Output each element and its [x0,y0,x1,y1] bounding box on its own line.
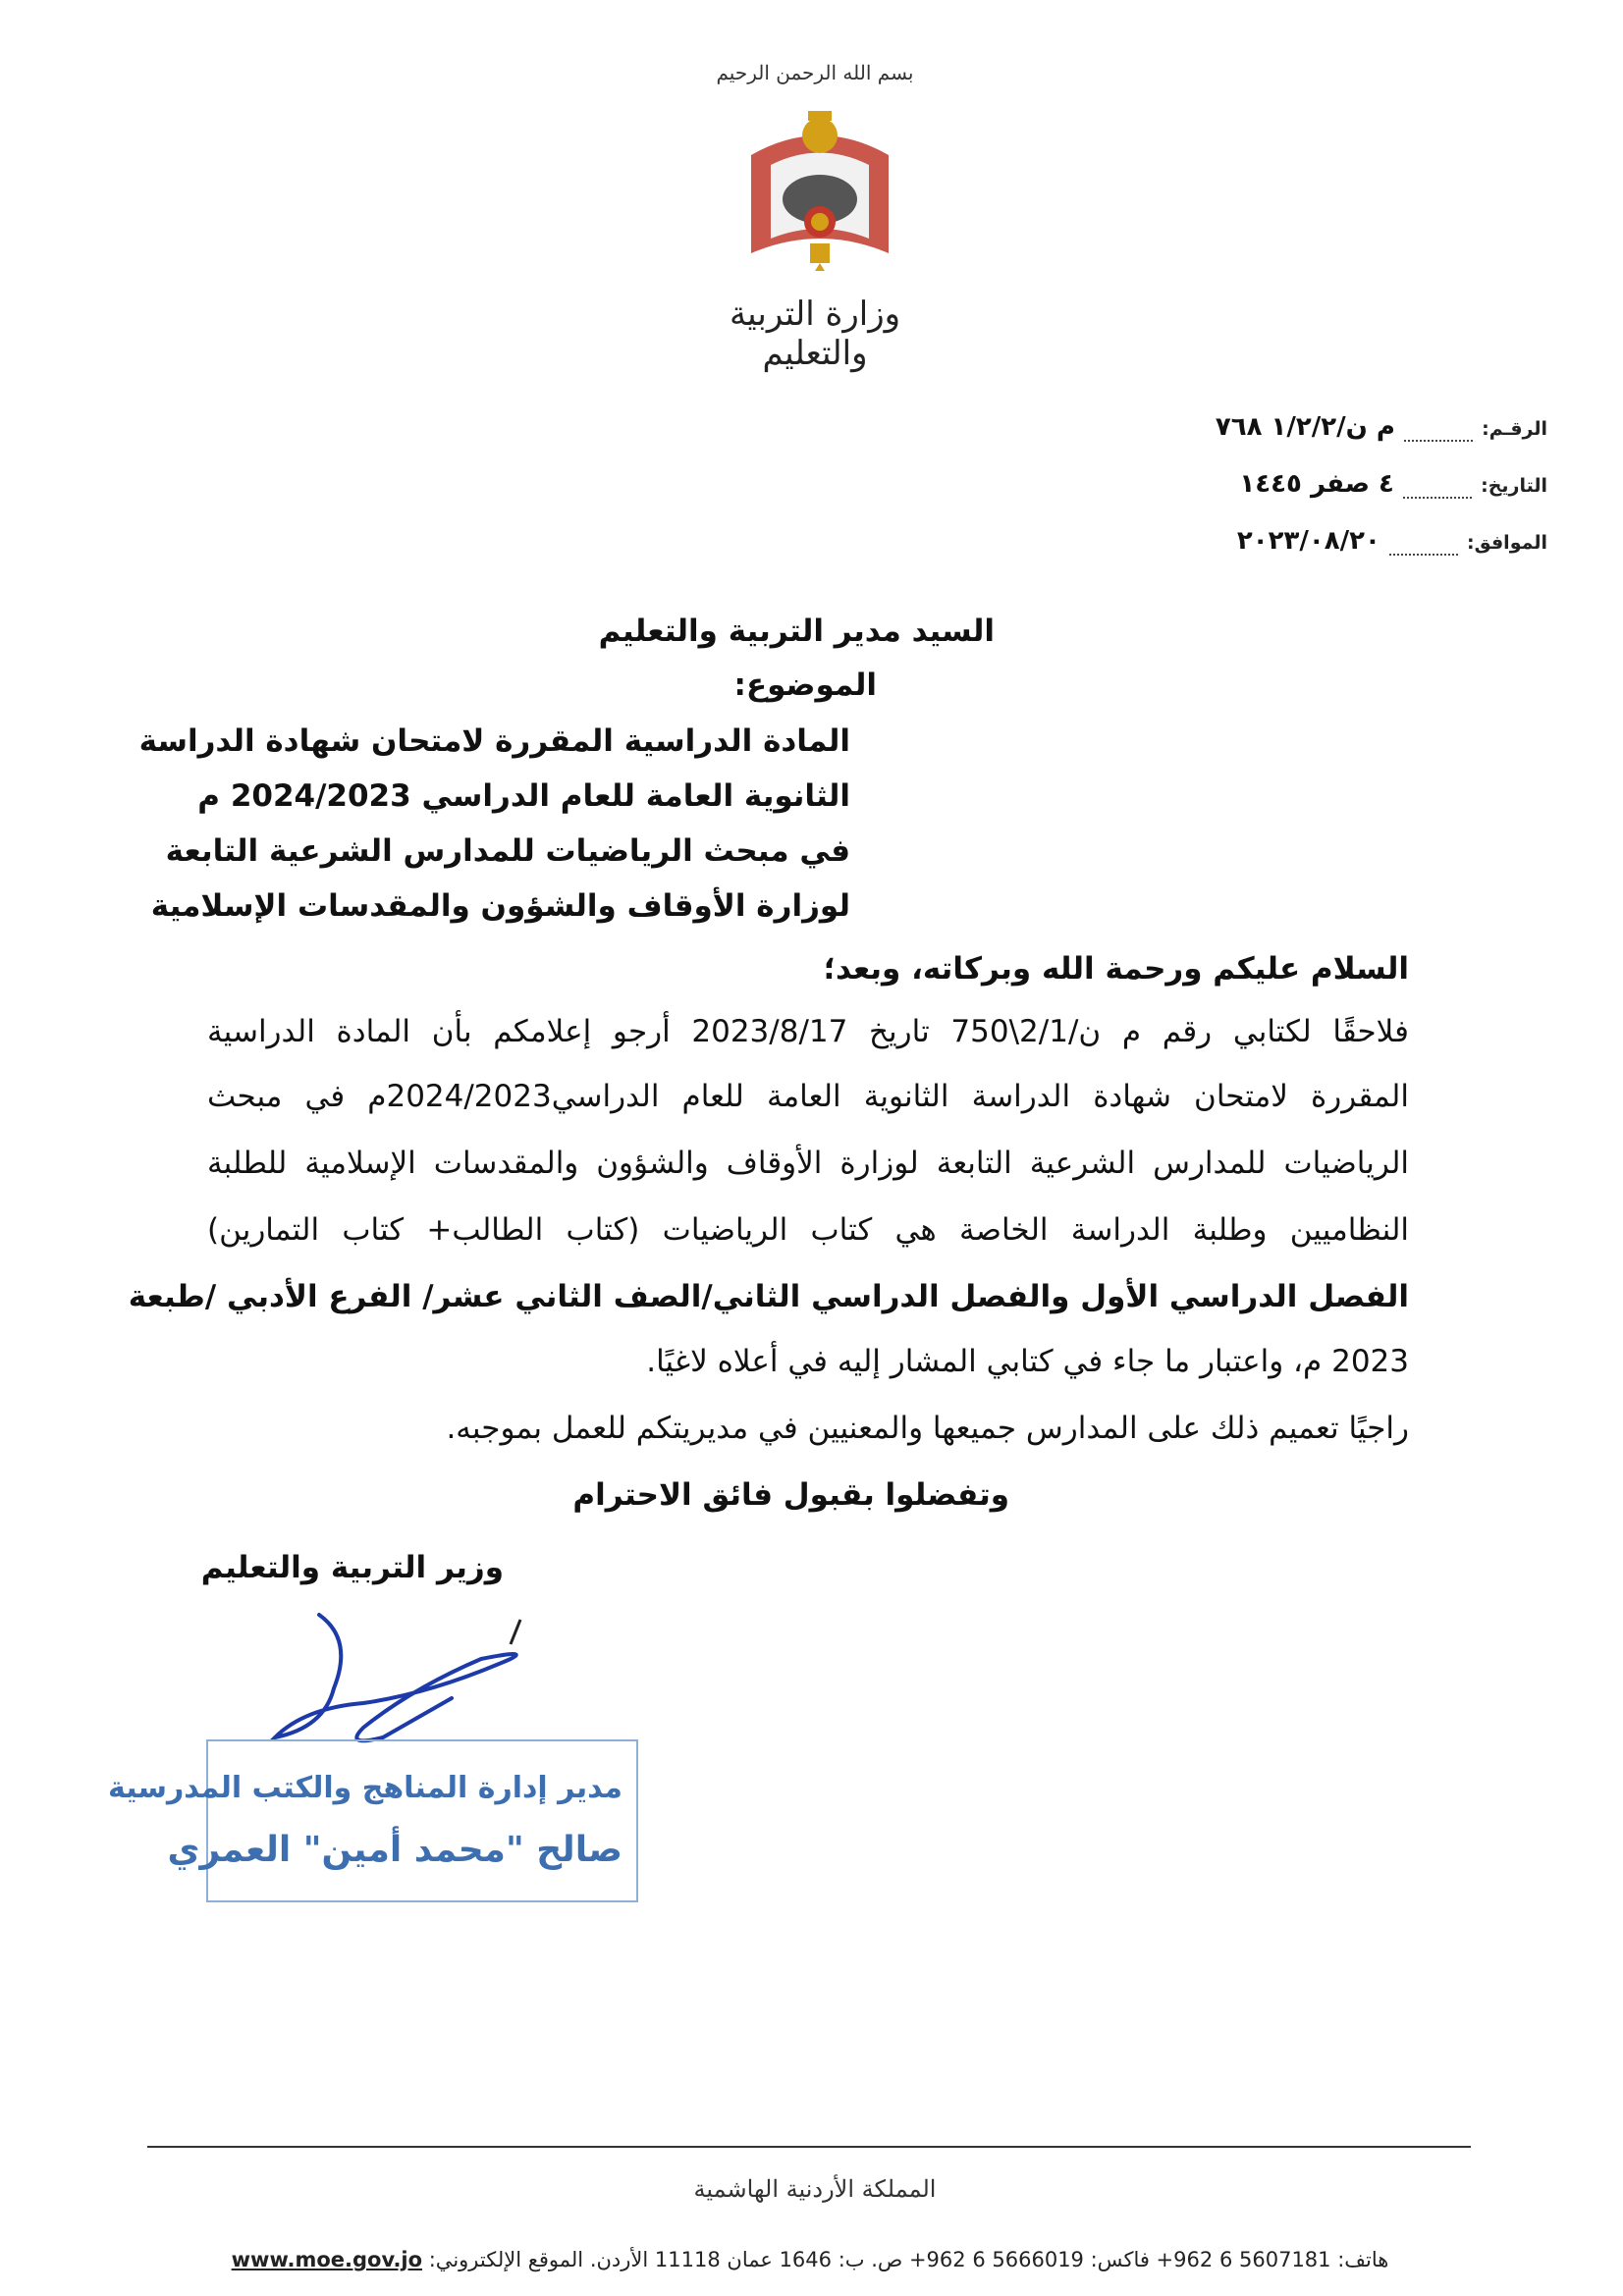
reference-date-label: التاريخ: [1481,475,1547,497]
subject-label: الموضوع: [733,667,877,703]
jordan-crest-icon [731,106,908,278]
footer-contact [216,2248,1404,2271]
basmala: بسم الله الرحمن الرحيم [716,61,914,84]
reference-corresponding-label: الموافق: [1467,532,1547,554]
reference-corresponding-row [1155,526,1547,556]
body-line: الفصل الدراسي الأول والفصل الدراسي الثاني/الصف الثاني عشر/ الفرع الأدبي /طبعة [128,1279,1409,1314]
dotted-line [1403,497,1472,499]
body-line: الرياضيات للمدارس الشرعية التابعة لوزارة الأوقاف والشؤون والمقدسات الإسلامية للطلبة [207,1146,1409,1181]
signatory-title: وزير التربية والتعليم [200,1550,504,1585]
footer-contact-text: هاتف: 5607181 6 962+ فاكس: 5666019 6 962+ ص. ب: 1646 عمان 11118 الأردن. الموقع الإلكتروني: [428,2248,1389,2271]
request-line: راجيًا تعميم ذلك على المدارس جميعها والمعنيين في مديريتكم للعمل بموجبه. [446,1411,1409,1446]
footer-kingdom: المملكة الأردنية الهاشمية [693,2175,937,2203]
addressee: السيد مدير التربية والتعليم [598,614,995,649]
reference-date-value: ٤ صفر ١٤٤٥ [1239,469,1394,499]
subject-line: لوزارة الأوقاف والشؤون والمقدسات الإسلامية [150,888,850,924]
body-line: فلاحقًا لكتابي رقم م ن/2/1\750 تاريخ 2023/8/17 أرجو إعلامكم بأن المادة الدراسية [207,1014,1409,1049]
dotted-line [1404,440,1473,442]
body-line: النظاميين وطلبة الدراسة الخاصة هي كتاب الرياضيات (كتاب الطالب+ كتاب التمارين) [207,1212,1409,1248]
reference-corresponding-value: ٢٠٢٣/٠٨/٢٠ [1236,526,1380,556]
reference-date-row [1155,469,1547,499]
dotted-line [1389,554,1458,556]
subject-line: في مبحث الرياضيات للمدارس الشرعية التابعة [165,833,850,869]
body-line: 2023 م، واعتبار ما جاء في كتابي المشار إليه في أعلاه لاغيًا. [646,1344,1409,1379]
greeting: السلام عليكم ورحمة الله وبركاته، وبعد؛ [823,951,1409,987]
subject-line: الثانوية العامة للعام الدراسي 2024/2023 م [197,778,850,814]
footer-divider [147,2146,1471,2148]
stamp-name: صالح "محمد أمين" العمري [167,1830,622,1870]
body-line: المقررة لامتحان شهادة الدراسة الثانوية العامة للعام الدراسي2024/2023م في مبحث [207,1079,1409,1114]
subject-line: المادة الدراسية المقررة لامتحان شهادة الدراسة [138,723,850,759]
stamp-title: مدير إدارة المناهج والكتب المدرسية [108,1771,622,1805]
official-stamp [108,1739,638,1902]
footer-website-link[interactable]: www.moe.gov.jo [231,2248,423,2271]
closing: وتفضلوا بقبول فائق الاحترام [572,1477,1009,1513]
ministry-logo-text: وزارة التربية والتعليم [729,294,901,373]
reference-number-value: م ن/١/٢/٢ ٧٦٨ [1215,412,1395,442]
reference-number-label: الرقـم: [1482,418,1547,440]
reference-number-row [1155,412,1547,442]
